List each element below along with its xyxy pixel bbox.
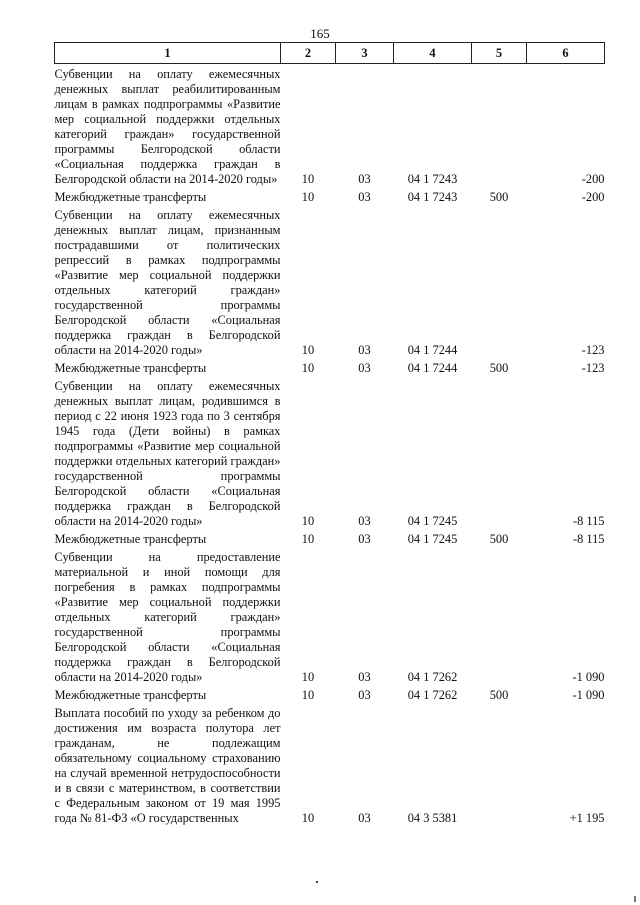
row-expense-type (472, 205, 527, 358)
row-subsection: 03 (358, 343, 371, 357)
row-target-code: 04 1 7243 (407, 190, 458, 204)
row-description: Субвенции на предоставление материальной и иной помощи для погребения в рамках подпрограммы «Развитие мер социальной поддержки отдельных категорий граждан» государственной программы Белгородской области «Социальная поддержка граждан в Белгородской области на 2014-2020 годы» (54, 550, 281, 684)
row-subsection: 03 (358, 172, 371, 186)
row-subsection: 03 (358, 670, 371, 684)
row-amount: -1 090 (572, 670, 605, 684)
row-description: Межбюджетные трансферты (54, 688, 207, 702)
table-row (55, 376, 605, 529)
table-row (55, 529, 605, 547)
row-section: 10 (301, 514, 315, 528)
scan-edge-mark (634, 896, 636, 902)
page-number: 165 (310, 26, 330, 41)
row-subsection: 03 (358, 532, 371, 546)
row-section: 10 (301, 532, 315, 546)
row-description: Субвенции на оплату ежемесячных денежных выплат реабилитированным лицам в рамках подпрограммы «Развитие мер социальной поддержки отдельных категорий граждан» государственной программы Белгородской области «Социальная поддержка граждан в Белгородской области на 2014-2020 годы» (54, 67, 281, 186)
row-subsection: 03 (358, 811, 371, 825)
row-section: 10 (301, 172, 315, 186)
table-row (55, 187, 605, 205)
header-col-5: 5 (472, 43, 527, 64)
row-subsection: 03 (358, 688, 371, 702)
row-target-code: 04 3 5381 (407, 811, 458, 825)
row-amount: -123 (581, 361, 605, 375)
table-header-row (55, 43, 605, 64)
row-expense-type (472, 376, 527, 529)
row-description: Межбюджетные трансферты (54, 532, 207, 546)
row-description: Субвенции на оплату ежемесячных денежных выплат лицам, признанным пострадавшими от политических репрессий в рамках подпрограммы «Развитие мер социальной поддержки отдельных категорий граждан» государственной программы Белгородской области «Социальная поддержка граждан в Белгородской области на 2014-2020 годы» (54, 208, 281, 357)
header-col-6: 6 (527, 43, 605, 64)
row-section: 10 (301, 670, 315, 684)
budget-table (54, 42, 605, 826)
row-amount: -123 (581, 343, 605, 357)
row-subsection: 03 (358, 190, 371, 204)
table-row (55, 703, 605, 826)
row-expense-type (472, 64, 527, 188)
row-description: Субвенции на оплату ежемесячных денежных выплат лицам, родившимся в период с 22 июня 1923 года по 3 сентября 1945 года (Дети войны) в рамках подпрограммы «Развитие мер социальной поддержки отдельных категорий граждан» государственной программы Белгородской области «Социальная поддержка граждан в Белгородской области на 2014-2020 годы» (54, 379, 281, 528)
table-row (55, 685, 605, 703)
row-target-code: 04 1 7243 (407, 172, 458, 186)
row-target-code: 04 1 7262 (407, 670, 458, 684)
row-description: Межбюджетные трансферты (54, 361, 207, 375)
row-expense-type (472, 703, 527, 826)
row-amount: -200 (581, 190, 605, 204)
header-col-3: 3 (336, 43, 394, 64)
row-expense-type (472, 547, 527, 685)
scan-speck (316, 881, 318, 883)
header-col-4: 4 (394, 43, 472, 64)
row-subsection: 03 (358, 361, 371, 375)
header-col-2: 2 (281, 43, 336, 64)
row-target-code: 04 1 7244 (407, 361, 458, 375)
row-target-code: 04 1 7245 (407, 532, 458, 546)
row-target-code: 04 1 7262 (407, 688, 458, 702)
row-section: 10 (301, 811, 315, 825)
row-amount: -200 (581, 172, 605, 186)
row-section: 10 (301, 343, 315, 357)
header-col-1: 1 (55, 43, 281, 64)
row-section: 10 (301, 688, 315, 702)
row-expense-type: 500 (489, 361, 509, 375)
row-target-code: 04 1 7245 (407, 514, 458, 528)
row-expense-type: 500 (489, 532, 509, 546)
row-expense-type: 500 (489, 688, 509, 702)
table-row (55, 358, 605, 376)
row-section: 10 (301, 190, 315, 204)
row-description: Выплата пособий по уходу за ребенком до достижения им возраста полутора лет гражданам, не подлежащим обязательному социальному страхованию на случай временной нетрудоспособности и в связи с материнством, в соответствии с Федеральным законом от 19 мая 1995 года № 81-ФЗ «О государственных (54, 706, 281, 825)
row-section: 10 (301, 361, 315, 375)
row-amount: +1 195 (569, 811, 605, 825)
row-description: Межбюджетные трансферты (54, 190, 207, 204)
row-subsection: 03 (358, 514, 371, 528)
row-amount: -8 115 (572, 514, 605, 528)
table-row (55, 205, 605, 358)
table-row (55, 64, 605, 188)
row-amount: -8 115 (572, 532, 605, 546)
row-target-code: 04 1 7244 (407, 343, 458, 357)
row-expense-type: 500 (489, 190, 509, 204)
table-row (55, 547, 605, 685)
row-amount: -1 090 (572, 688, 605, 702)
